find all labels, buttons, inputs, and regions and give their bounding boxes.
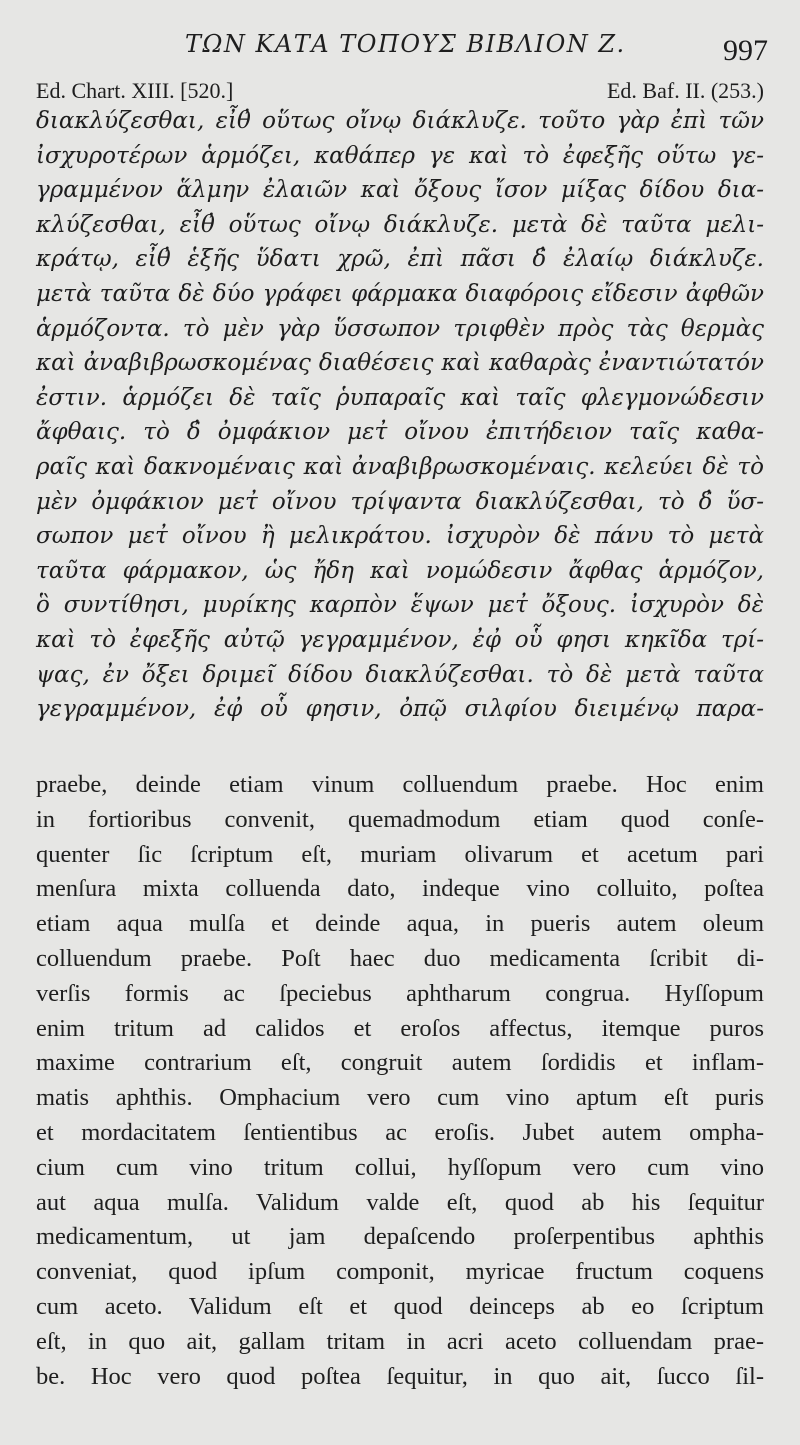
greek-line: γραμμένον ἅλμην ἐλαιῶν καὶ ὄξους ἴσον μίξας δίδου δια-: [36, 177, 764, 204]
latin-line: matis aphthis. Omphacium vero cum vino aptum eſt puris: [36, 1084, 764, 1112]
latin-line: in fortioribus convenit, quemadmodum etiam quod conſe-: [36, 805, 764, 833]
greek-line: ταῦτα φάρμακον, ὡς ἤδη καὶ νομώδεσιν ἄφθας ἁρμόζον,: [36, 557, 764, 584]
latin-line: enim tritum ad calidos et eroſos affectus, itemque puros: [36, 1014, 764, 1042]
latin-line: menſura mixta colluenda dato, indeque vino colluito, poſtea: [36, 875, 764, 903]
greek-line: μετὰ ταῦτα δὲ δύο γράφει φάρμακα διαφόροις εἴδεσιν ἀφθῶν: [36, 280, 764, 307]
greek-line: καὶ ἀναβιβρωσκομένας διαθέσεις καὶ καθαρὰς ἐναντιώτατόν: [36, 350, 764, 377]
greek-line: καὶ τὸ ἐφεξῆς αὐτῷ γεγραμμένον, ἐφ̓ οὗ φησι κηκῖδα τρί-: [36, 626, 764, 653]
latin-line: aut aqua mulſa. Validum valde eſt, quod ab his ſequitur: [36, 1188, 764, 1216]
latin-text-block: [36, 768, 764, 1394]
greek-line: ραῖς καὶ δακνομέναις καὶ ἀναβιβρωσκομέναις. κελεύει δὲ τὸ: [36, 453, 764, 480]
latin-line: medicamentum, ut jam depaſcendo proſerpentibus aphthis: [36, 1223, 764, 1251]
edition-chartier-reference: Ed. Chart. XIII. [520.]: [36, 78, 234, 103]
greek-line: ἄφθαις. τὸ δ̓ ὀμφάκιον μετ̓ οἴνου ἐπιτήδειον ταῖς καθα-: [36, 419, 764, 446]
greek-line: σωπον μετ̓ οἴνου ἢ μελικράτου. ἰσχυρὸν δὲ πάνυ τὸ μετὰ: [36, 523, 764, 550]
edition-basel-reference: Ed. Baf. II. (253.): [606, 78, 764, 103]
greek-text-block: [36, 104, 764, 727]
latin-line: cium cum vino tritum collui, hyſſopum vero cum vino: [36, 1153, 764, 1181]
latin-line: verſis formis ac ſpeciebus aphtharum congrua. Hyſſopum: [36, 979, 764, 1007]
greek-line: γεγραμμένον, ἐφ̓ οὗ φησιν, ὀπῷ σιλφίου διειμένῳ παρα-: [36, 696, 764, 723]
latin-line: be. Hoc vero quod poſtea ſequitur, in quo ait, ſucco ſil-: [36, 1362, 764, 1390]
greek-line: κλύζεσθαι, εἶθ̓ οὕτως οἴνῳ διάκλυζε. μετὰ δὲ ταῦτα μελι-: [36, 211, 764, 238]
latin-line: quenter ſic ſcriptum eſt, muriam olivarum et acetum pari: [36, 840, 764, 868]
greek-line: ὃ συντίθησι, μυρίκης καρπὸν ἕψων μετ̓ ὄξους. ἰσχυρὸν δὲ: [36, 592, 764, 619]
latin-line: maxime contrarium eſt, congruit autem ſordidis et inflam-: [36, 1049, 764, 1077]
running-title: ΤΩΝ ΚΑΤΑ ΤΟΠΟΥΣ ΒΙΒΛΙΟΝ Ζ.: [185, 30, 626, 58]
page-number: 997: [723, 34, 768, 67]
latin-line: eſt, in quo ait, gallam tritam in acri aceto colluendam prae-: [36, 1327, 764, 1355]
greek-line: ἰσχυροτέρων ἁρμόζει, καθάπερ γε καὶ τὸ ἐφεξῆς οὕτω γε-: [36, 142, 764, 169]
greek-line: διακλύζεσθαι, εἶθ̓ οὕτως οἴνῳ διάκλυζε. τοῦτο γὰρ ἐπὶ τῶν: [36, 108, 764, 134]
greek-line: κράτῳ, εἶθ̓ ἑξῆς ὕδατι χρῶ, ἐπὶ πᾶσι δ̓ ἐλαίῳ διάκλυζε.: [36, 246, 764, 273]
latin-line: conveniat, quod ipſum componit, myricae fructum coquens: [36, 1258, 764, 1286]
greek-line: ἁρμόζοντα. τὸ μὲν γὰρ ὕσσωπον τριφθὲν πρὸς τὰς θερμὰς: [36, 315, 764, 342]
greek-line: ἐστιν. ἁρμόζει δὲ ταῖς ῥυπαραῖς καὶ ταῖς φλεγμονώδεσιν: [36, 384, 764, 411]
greek-line: μὲν ὀμφάκιον μετ̓ οἴνου τρίψαντα διακλύζεσθαι, τὸ δ̓ ὕσ-: [36, 488, 764, 515]
latin-line: praebe, deinde etiam vinum colluendum praebe. Hoc enim: [36, 771, 764, 798]
page-header: [0, 28, 800, 68]
latin-line: colluendum praebe. Poſt haec duo medicamenta ſcribit di-: [36, 944, 764, 972]
greek-line: ψας, ἐν ὄξει δριμεῖ δίδου διακλύζεσθαι. τὸ δὲ μετὰ ταῦτα: [36, 661, 764, 688]
latin-line: etiam aqua mulſa et deinde aqua, in pueris autem oleum: [36, 910, 764, 938]
latin-line: et mordacitatem ſentientibus ac eroſis. Jubet autem ompha-: [36, 1118, 764, 1146]
latin-line: cum aceto. Validum eſt et quod deinceps ab eo ſcriptum: [36, 1292, 764, 1320]
